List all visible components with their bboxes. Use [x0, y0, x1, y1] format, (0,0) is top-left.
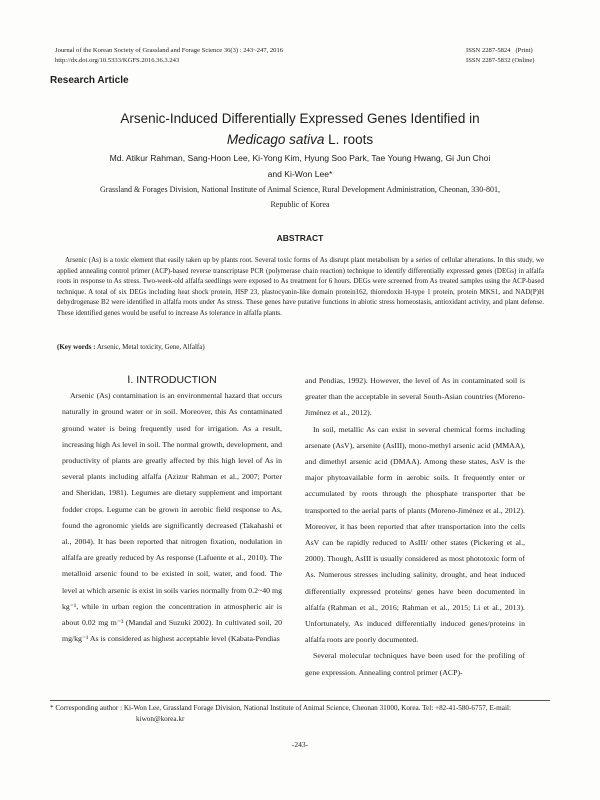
title-species: Medicago sativa: [226, 132, 325, 147]
abstract-heading: ABSTRACT: [276, 233, 324, 243]
journal-citation: Journal of the Korean Society of Grassland and Forage Science 36(3) : 243~247, 2016: [55, 47, 284, 54]
footnote-line-1: * Corresponding author : Ki-Won Lee, Grassland Forage Division, National Institute of Animal Science, Cheonan 31000, Korea. Tel: +82-41-580-6757, E-mail:: [50, 704, 511, 712]
keywords-label: (Key words :: [57, 343, 96, 351]
abstract-text: Arsenic (As) is a toxic element that easily taken up by plants root. Several toxic forms of As disrupt plant metabolism by a series of cellular alterations. In this study, we applied annealing control primer (ACP)-based reverse transcriptase PCR (polymerase chain reaction) technique to identify differentially expressed genes (DEGs) in alfalfa roots in response to As stress. Two-week-old alfalfa seedlings were exposed to As treatment for 6 hours. DEGs were screened from As treated samples using the ACP-based technique. A total of six DEGs including heat shock protein, HSP 23, plastocyanin-like domain protein162, thioredoxin H-type 1 protein, protein MKS1, and NAD(P)H dehydrogenase B2 were identified in alfalfa roots under As stress. These genes have putative functions in abiotic stress homeostasis, antioxidant activity, and plant defense. These identified genes would be useful to increase As tolerance in alfalfa plants.: [57, 256, 544, 317]
title-line-1: Arsenic-Induced Differentially Expressed Genes Identified in: [120, 111, 480, 126]
issn-block: [466, 46, 535, 66]
affiliation: [40, 182, 560, 212]
keywords-list: Arsenic, Metal toxicity, Gene, Alfalfa): [95, 343, 205, 351]
doi-link[interactable]: http://dx.doi.org/10.5333/KGFS.2016.36.3.243: [55, 57, 180, 64]
column-left: [62, 372, 282, 647]
paper-title: [0, 108, 600, 150]
column-right: [305, 373, 525, 681]
affiliation-line-2: Republic of Korea: [270, 200, 330, 209]
authors-line-2: and Ki-Won Lee*: [267, 169, 333, 179]
authors-line-1: Md. Atikur Rahman, Sang-Hoon Lee, Ki-Yong Kim, Hyung Soo Park, Tae Young Hwang, Gi Jun Choi: [109, 153, 491, 163]
intro-paragraph-3: Several molecular techniques have been used for the profiling of gene expression. Annealing control primer (ACP)-: [305, 651, 525, 677]
title-line-2-rest: L. roots: [324, 132, 374, 147]
issn-print: ISSN 2287-5824 (Print): [466, 47, 533, 54]
intro-paragraph-2: In soil, metallic As can exist in several chemical forms including arsenate (AsV), arsenite (AsIII), mono-methyl arsenic acid (MMAA), and dimethyl arsenic acid (DMAA). Among these states, AsV is the major phytoavailable form in aerobic soils. It frequently enter or accumulated by roots through the phosphate transporter that be transported to the aerial parts of plants (Moreno-Jiménez et al., 2012). Moreover, it has been reported that after transportation into the cells AsV can be rapidly reduced to AsIII/ other states (Pickering et al., 2000). Though, AsIII is usually considered as most phototoxic form of As. Numerous stresses including salinity, drought, and heat induced differentially expressed proteins/ genes have been documented in alfalfa (Rahman et al., 2016; Rahman et al., 2015; Li et al., 2013). Unfortunately, As induced differentially induced genes/proteins in alfalfa roots are poorly documented.: [305, 424, 525, 645]
intro-paragraph-1-continued: and Pendias, 1992). However, the level of As in contaminated soil is greater than the acceptable in several South-Asian countries (Moreno-Jiménez et al., 2012).: [305, 376, 525, 418]
keywords: [57, 343, 205, 351]
issn-online: ISSN 2287-5832 (Online): [466, 57, 535, 64]
intro-paragraph-1: Arsenic (As) contamination is an environmental hazard that occurs naturally in ground water or in soil. Moreover, this As contaminated ground water is being frequently used for irrigation. As a result, increasing high As level in soil. The normal growth, development, and productivity of plants are greatly affected by this high level of As in several plants including alfalfa (Azizur Rahman et al., 2007; Porter and Sheridan, 1981). Legumes are dietary supplement and important fodder crops. Legume can be grown in aerobic field response to As, found the agronomic yields are significantly decreased (Takahashi et al., 2004). It has been reported that nitrogen fixation, nodulation in alfalfa are greatly reduced by As response (Lafuente et al., 2010). The metalloid arsenic found to be existed in soil, water, and food. The level at which arsenic is exist in soils varies normally from 0.2~40 mg kg⁻¹, while in urban region the concentration in atmospheric air is about 0.02 mg m⁻³ (Mandal and Suzuki 2002). In cultivated soil, 20 mg/kg⁻¹ As is considered as highest acceptable level (Kabata-Pendias: [62, 391, 282, 644]
title-line-2: [0, 129, 600, 150]
page-number: -243-: [291, 740, 309, 749]
section-heading-introduction: Ⅰ. INTRODUCTION: [127, 374, 217, 386]
journal-header: [55, 46, 283, 66]
author-list: [40, 150, 560, 182]
corresponding-author-footnote: [50, 703, 550, 725]
affiliation-line-1: Grassland & Forages Division, National Institute of Animal Science, Rural Development Administration, Cheonan, 330-801,: [100, 185, 500, 194]
article-type: Research Article: [50, 75, 129, 86]
footnote-divider: [50, 700, 550, 701]
footnote-email[interactable]: kiwon@korea.kr: [136, 715, 185, 723]
